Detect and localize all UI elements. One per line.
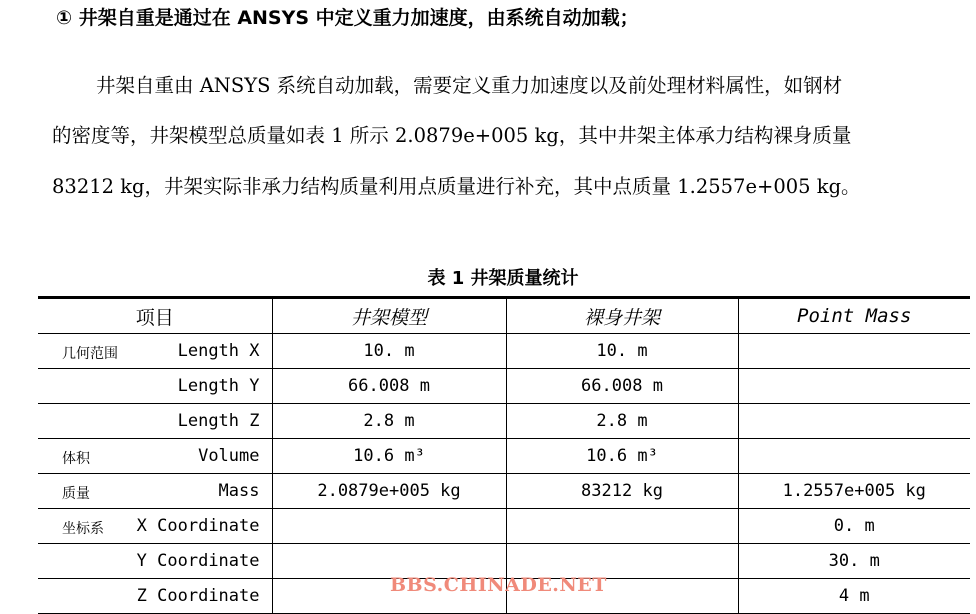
property-label: Volume: [198, 446, 260, 466]
model-value: 2.0879e+005 kg: [272, 474, 506, 509]
header-derrick-model: 井架模型: [272, 298, 506, 334]
mass-statistics-table: [38, 296, 970, 614]
paragraph-line-3: 83212 kg，井架实际非承力结构质量利用点质量进行补充，其中点质量 1.2557e+005 kg。: [52, 175, 861, 198]
section-heading: ① 井架自重是通过在 ANSYS 中定义重力加速度，由系统自动加载；: [56, 7, 639, 29]
point-value: [738, 369, 970, 404]
property-label: Length Z: [177, 411, 260, 431]
row-label-cell: [38, 474, 272, 509]
bare-value: 10. m: [506, 334, 738, 369]
property-label: X Coordinate: [136, 516, 260, 536]
row-label-cell: [38, 404, 272, 439]
row-label-cell: [38, 369, 272, 404]
point-value: 0. m: [738, 509, 970, 544]
model-value: [272, 509, 506, 544]
row-label-cell: [38, 579, 272, 614]
group-label: 质量: [62, 486, 90, 502]
point-value: [738, 404, 970, 439]
table-row: [38, 404, 970, 439]
header-item: 项目: [38, 298, 272, 334]
model-value: 10.6 m³: [272, 439, 506, 474]
model-value: 10. m: [272, 334, 506, 369]
point-value: 1.2557e+005 kg: [738, 474, 970, 509]
bare-value: 10.6 m³: [506, 439, 738, 474]
property-label: Mass: [218, 481, 260, 501]
property-label: Y Coordinate: [136, 551, 260, 571]
table-header-row: [38, 298, 970, 334]
table-row: [38, 509, 970, 544]
point-value: 30. m: [738, 544, 970, 579]
row-label-cell: [38, 334, 272, 369]
model-value: 2.8 m: [272, 404, 506, 439]
paragraph-line-1: 井架自重由 ANSYS 系统自动加载，需要定义重力加速度以及前处理材料属性，如钢材: [96, 74, 843, 97]
property-label: Z Coordinate: [136, 586, 260, 606]
bare-value: 2.8 m: [506, 404, 738, 439]
bare-value: 83212 kg: [506, 474, 738, 509]
paragraph-line-2: 的密度等，井架模型总质量如表 1 所示 2.0879e+005 kg，其中井架主体承力结构裸身质量: [52, 124, 852, 147]
group-label: 几何范围: [62, 346, 118, 362]
row-label-cell: [38, 509, 272, 544]
header-bare-derrick: 裸身井架: [506, 298, 738, 334]
table-row: [38, 439, 970, 474]
table-caption: 表 1 井架质量统计: [427, 268, 579, 289]
table-row: [38, 474, 970, 509]
bare-value: 66.008 m: [506, 369, 738, 404]
point-value: [738, 334, 970, 369]
header-point-mass: Point Mass: [738, 298, 970, 334]
point-value: 4 m: [738, 579, 970, 614]
watermark: BBS.CHINADE.NET: [390, 574, 607, 596]
group-label: 坐标系: [62, 521, 104, 537]
row-label-cell: [38, 544, 272, 579]
row-label-cell: [38, 439, 272, 474]
group-label: 体积: [62, 451, 90, 467]
property-label: Length Y: [177, 376, 260, 396]
model-value: 66.008 m: [272, 369, 506, 404]
table-row: [38, 369, 970, 404]
bare-value: [506, 509, 738, 544]
point-value: [738, 439, 970, 474]
table-row: [38, 334, 970, 369]
property-label: Length X: [177, 341, 260, 361]
